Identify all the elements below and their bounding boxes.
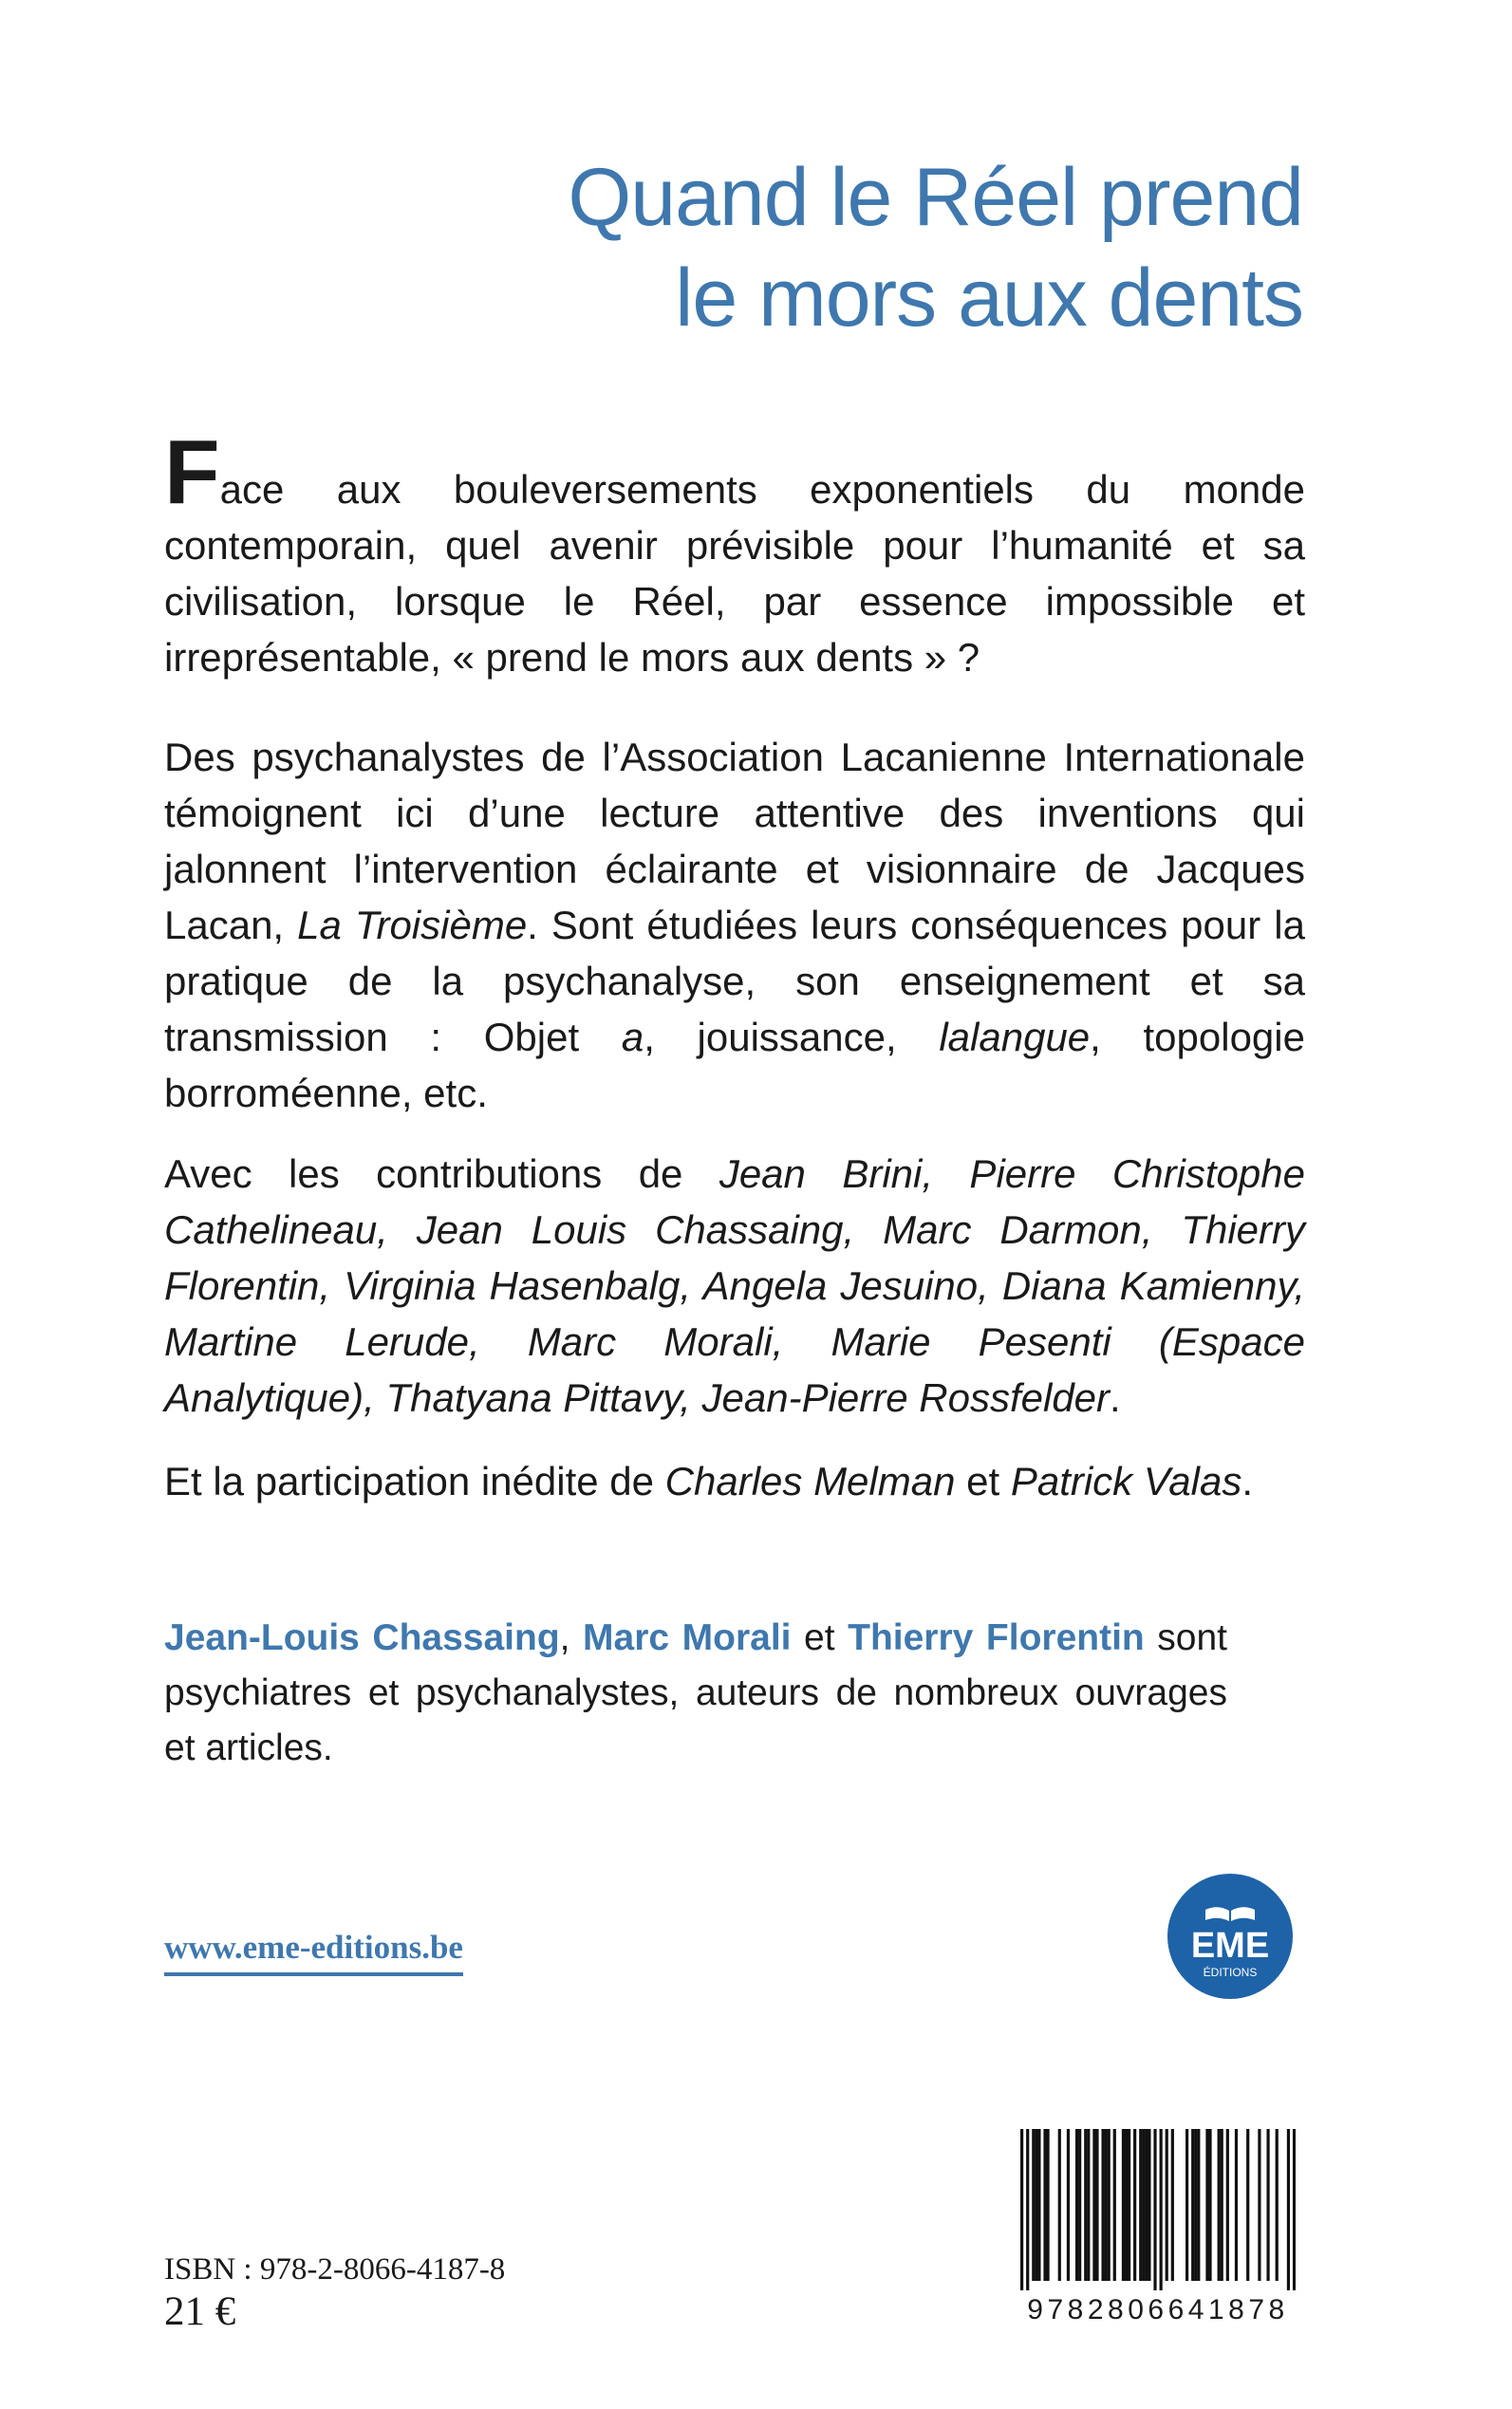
barcode-bar (1148, 2129, 1150, 2281)
barcode-bar (1153, 2129, 1156, 2290)
barcode-bar (1075, 2129, 1078, 2281)
isbn: ISBN : 978-2-8066-4187-8 (164, 2252, 506, 2287)
book-title (259, 147, 1303, 348)
logo-sub-text: ÉDITIONS (1203, 1966, 1258, 1979)
barcode-bar (1226, 2129, 1229, 2281)
editors-bio (164, 1611, 1227, 1776)
desc-title-la-troisieme: La Troisième (297, 903, 528, 947)
editor-name-florentin: Thierry Florentin (848, 1617, 1145, 1658)
participation-name-valas: Patrick Valas (1010, 1459, 1242, 1503)
barcode-bar (1128, 2129, 1130, 2281)
barcode-bar (1113, 2129, 1116, 2281)
publisher-website-link[interactable]: www.eme-editions.be (164, 1929, 463, 1976)
barcode-bar (1043, 2129, 1046, 2281)
barcode-bar (1287, 2129, 1290, 2290)
barcode-number: 9782806641878 (1027, 2294, 1289, 2325)
contributors-paragraph (164, 1146, 1305, 1426)
price: 21 € (164, 2289, 236, 2334)
barcode-bar (1258, 2129, 1260, 2281)
barcode-bar (1035, 2129, 1037, 2281)
intro-text: ace aux bouleversements exponentiels du monde contemporain, quel avenir prévisible pour l’humanité et sa civilisation, lorsque le Réel, par essence impossible et irreprésentable, « prend le mors aux dents » ? (164, 467, 1305, 680)
barcode-bar (1166, 2129, 1168, 2281)
barcode-bars (1020, 2129, 1296, 2290)
title-line-2: le mors aux dents (675, 252, 1303, 344)
participation-name-melman: Charles Melman (664, 1459, 956, 1503)
barcode-bar (1101, 2129, 1104, 2281)
barcode-bar (1087, 2129, 1090, 2281)
barcode-bar (1122, 2129, 1125, 2281)
desc-text-e: , jouissance, (644, 1015, 940, 1059)
barcode-bar (1084, 2129, 1087, 2281)
barcode-bar (1194, 2129, 1197, 2281)
drop-cap: F (164, 421, 220, 523)
barcode-bar (1037, 2129, 1040, 2281)
logo-brand-text: EME (1190, 1926, 1270, 1966)
barcode-bar (1139, 2129, 1142, 2281)
barcode-bar (1293, 2129, 1296, 2290)
barcode-bar (1221, 2129, 1223, 2281)
desc-text-c: . Sont étudiées leurs conséquences pour la pratique de la psychanalyse, son enseignement et sa transmission : Objet (164, 903, 1305, 1059)
participation-text-a: Et la participation inédite de (164, 1459, 665, 1503)
editor-name-chassaing: Jean-Louis Chassaing (164, 1617, 560, 1658)
barcode-bar (1276, 2129, 1279, 2281)
barcode-bar (1246, 2129, 1249, 2281)
barcode-bar (1133, 2129, 1136, 2281)
editors-bio-text: sont psychiatres et psychanalystes, auteurs de nombreux ouvrages et articles. (164, 1617, 1228, 1768)
editor-name-morali: Marc Morali (583, 1617, 792, 1658)
title-line-1: Quand le Réel prend (568, 152, 1303, 243)
editor-sep-1: , (559, 1617, 584, 1658)
barcode-bar (1108, 2129, 1111, 2281)
participation-text-e: . (1241, 1459, 1254, 1503)
participation-paragraph (164, 1453, 1305, 1509)
contributors-intro: Avec les contributions de (164, 1151, 719, 1196)
barcode-bar (1125, 2129, 1128, 2281)
barcode-bar (1032, 2129, 1035, 2281)
barcode-bar (1191, 2129, 1194, 2281)
barcode-bar (1208, 2129, 1211, 2281)
barcode-bar (1235, 2129, 1238, 2281)
barcode-bar (1185, 2129, 1188, 2281)
desc-objet-a: a (621, 1015, 644, 1059)
contributors-end: . (1110, 1375, 1121, 1420)
intro-paragraph (164, 421, 1305, 685)
barcode-bar (1046, 2129, 1049, 2281)
barcode-bar (1092, 2129, 1095, 2281)
isbn-price-block (164, 2250, 505, 2335)
barcode-bar (1145, 2129, 1148, 2281)
editor-sep-2: et (791, 1617, 849, 1658)
barcode-bar (1095, 2129, 1098, 2281)
eme-editions-logo (1166, 1872, 1295, 2001)
barcode-bar (1078, 2129, 1081, 2281)
barcode-bar (1218, 2129, 1221, 2281)
barcode-bar (1105, 2129, 1108, 2281)
barcode (1020, 2129, 1296, 2326)
barcode-bar (1266, 2129, 1269, 2281)
barcode-bar (1197, 2129, 1200, 2281)
barcode-bar (1160, 2129, 1163, 2290)
barcode-bar (1020, 2129, 1023, 2290)
barcode-bar (1058, 2129, 1061, 2281)
barcode-bar (1067, 2129, 1070, 2281)
desc-text-g: , topologie borroméenne, etc. (164, 1015, 1305, 1115)
barcode-bar (1171, 2129, 1174, 2281)
desc-text-a: Des psychanalystes de l’Association Lacanienne Internationale témoignent ici d’une lecture attentive des inventions qui jalonnent l’intervention éclairante et visionnaire de Jacques Lacan, (164, 735, 1305, 947)
contributors-names: Jean Brini, Pierre Christophe Cathelineau, Jean Louis Chassaing, Marc Darmon, Thierry Florentin, Virginia Hasenbalg, Angela Jesuino, Diana Kamienny, Martine Lerude, Marc Morali, Marie Pesenti (Espace Analytique), Thatyana Pittavy, Jean-Pierre Rossfelder (164, 1151, 1305, 1420)
barcode-bar (1026, 2129, 1029, 2290)
barcode-bar (1142, 2129, 1145, 2281)
description-paragraph (164, 729, 1305, 1121)
desc-lalangue: lalangue (939, 1015, 1091, 1059)
barcode-bar (1205, 2129, 1208, 2281)
participation-text-c: et (955, 1459, 1011, 1503)
